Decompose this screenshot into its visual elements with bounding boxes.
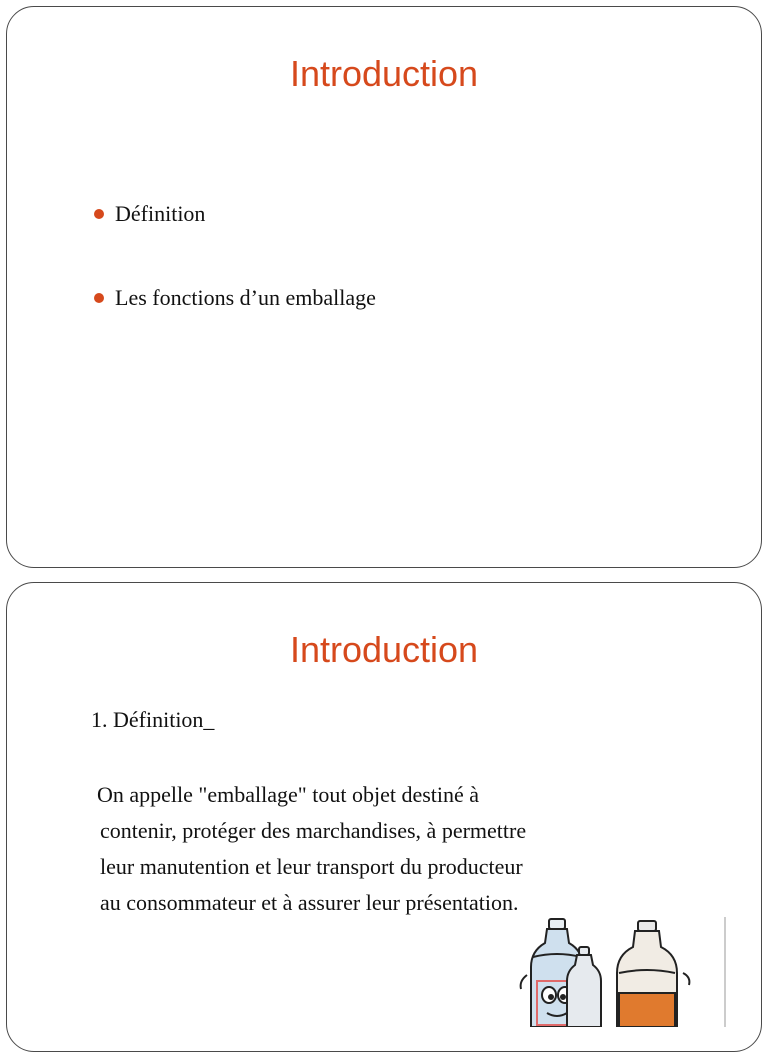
definition-line: leur manutention et leur transport du producteur (100, 854, 523, 879)
bullet-list (91, 197, 376, 365)
plastic-bottles-illustration-icon (507, 917, 727, 1027)
slide-title: Introduction (289, 629, 479, 670)
bullet-dot-icon (94, 293, 104, 303)
slide-2 (6, 582, 762, 1052)
definition-line: contenir, protéger des marchandises, à permettre (100, 818, 527, 843)
bullet-item-functions (91, 281, 376, 365)
bullet-text: Les fonctions d’un emballage (115, 285, 376, 310)
slide-1 (6, 6, 762, 568)
slide-title: Introduction (289, 53, 479, 94)
bullet-dot-icon (94, 209, 104, 219)
section-heading: 1. Définition_ (91, 707, 215, 732)
definition-paragraph (97, 777, 657, 921)
definition-line: On appelle "emballage" tout objet destiné à (97, 782, 480, 807)
bullet-text: Définition (115, 201, 206, 226)
bullet-item-definition (91, 197, 376, 281)
definition-line: au consommateur et à assurer leur présentation. (100, 890, 519, 915)
